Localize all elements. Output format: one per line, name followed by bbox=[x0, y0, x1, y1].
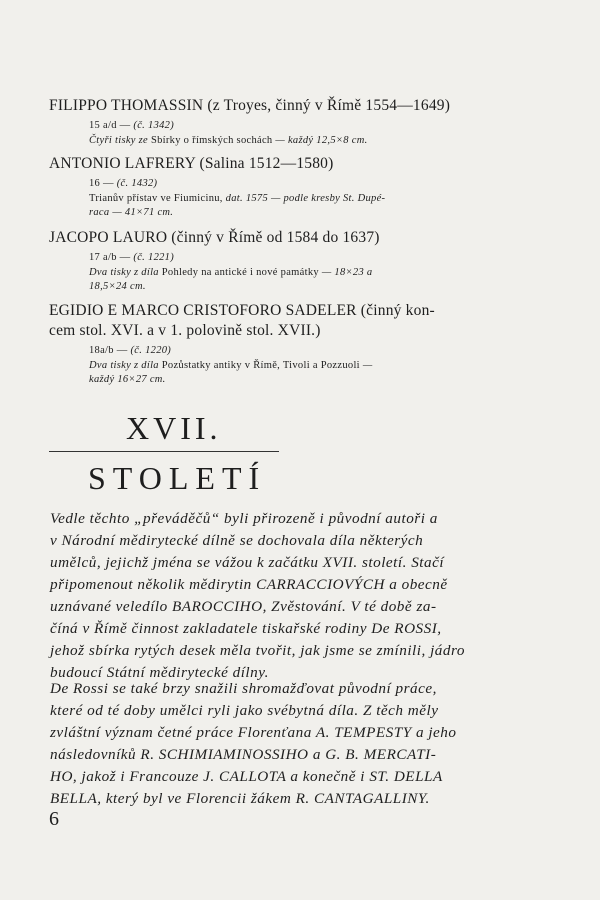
work-title: Trianův přístav ve Fiumicinu, bbox=[89, 193, 226, 204]
entry-desc-sadeler bbox=[89, 360, 372, 371]
paragraph-line: připomenout několik mědirytin CARRACCIOVÝCH a obecně bbox=[50, 576, 448, 593]
ref-number: 17 a/b — bbox=[89, 252, 134, 263]
desc-dimensions: — 18×23 a bbox=[318, 267, 373, 278]
paragraph-line: číná v Římě činnost zakladatele tiskařské rodiny De ROSSI, bbox=[50, 620, 442, 637]
entry-ref-lafrery bbox=[89, 178, 157, 189]
entry-desc-lafrery bbox=[89, 193, 385, 204]
page-number: 6 bbox=[49, 808, 59, 830]
paragraph-line: Vedle těchto „převáděčů“ byli přirozeně i původní autoři a bbox=[50, 510, 438, 527]
entry-desc-lafrery-line2: raca — 41×71 cm. bbox=[89, 207, 174, 218]
ref-number: 16 — bbox=[89, 178, 117, 189]
body-paragraph-2 bbox=[50, 678, 480, 810]
entry-desc-sadeler-line2: každý 16×27 cm. bbox=[89, 374, 166, 385]
paragraph-line: umělců, jejichž jména se vážou k začátku XVII. století. Stačí bbox=[50, 554, 445, 571]
paragraph-line: budoucí Státní mědirytecké dílny. bbox=[50, 664, 269, 681]
catalog-number: (č. 1221) bbox=[133, 252, 175, 263]
entry-ref-lauro bbox=[89, 252, 174, 263]
work-title: Pozůstatky antiky v Římě, Tivoli a Pozzuoli bbox=[161, 360, 360, 371]
desc-italic: Čtyři tisky ze bbox=[89, 135, 151, 146]
paragraph-line: BELLA, který byl ve Florencii žákem R. CANTAGALLINY. bbox=[50, 790, 430, 807]
entry-heading-lauro: JACOPO LAURO (činný v Římě od 1584 do 1637) bbox=[49, 229, 380, 246]
entry-heading-sadeler-line2: cem stol. XVI. a v 1. polovině stol. XVII.) bbox=[49, 322, 321, 339]
paragraph-line: De Rossi se také brzy snažili shromažďovat původní práce, bbox=[50, 680, 437, 697]
work-title: Sbírky o římských sochách bbox=[150, 135, 273, 146]
paragraph-line: uznávané veledílo BAROCCIHO, Zvěstování. V té době za- bbox=[50, 598, 437, 615]
entry-desc-lauro bbox=[89, 267, 372, 278]
section-title: STOLETÍ bbox=[88, 460, 267, 496]
desc-italic: Dva tisky z díla bbox=[89, 360, 162, 371]
paragraph-line: jehož sbírka rytých desek měla tvořit, jak jsme se zmínili, jádro bbox=[50, 642, 465, 659]
catalog-number: (č. 1220) bbox=[130, 345, 172, 356]
body-paragraph-1 bbox=[50, 508, 480, 684]
section-divider bbox=[49, 451, 279, 452]
desc-dimensions: — bbox=[359, 360, 373, 371]
entry-heading-sadeler: EGIDIO E MARCO CRISTOFORO SADELER (činný kon- bbox=[49, 302, 435, 319]
entry-heading-lafrery: ANTONIO LAFRERY (Salina 1512—1580) bbox=[49, 155, 334, 172]
entry-heading-thomassin: FILIPPO THOMASSIN (z Troyes, činný v Římě 1554—1649) bbox=[49, 97, 451, 114]
desc-italic: dat. 1575 — podle kresby St. Dupé- bbox=[225, 193, 386, 204]
catalog-number: (č. 1342) bbox=[133, 120, 175, 131]
work-title: Pohledy na antické i nové památky bbox=[161, 267, 319, 278]
entry-ref-sadeler bbox=[89, 345, 171, 356]
paragraph-line: které od té doby umělci ryli jako svébytná díla. Z těch měly bbox=[50, 702, 439, 719]
entry-ref-thomassin bbox=[89, 120, 174, 131]
paragraph-line: v Národní mědirytecké dílně se dochovala díla některých bbox=[50, 532, 424, 549]
entry-desc-thomassin bbox=[89, 135, 368, 146]
paragraph-line: HO, jakož i Francouze J. CALLOTA a konečně i ST. DELLA bbox=[50, 768, 443, 785]
desc-dimensions: — každý 12,5×8 cm. bbox=[272, 135, 368, 146]
catalog-number: (č. 1432) bbox=[116, 178, 158, 189]
ref-number: 18a/b — bbox=[89, 345, 131, 356]
ref-number: 15 a/d — bbox=[89, 120, 134, 131]
entry-desc-lauro-line2: 18,5×24 cm. bbox=[89, 281, 146, 292]
paragraph-line: následovníků R. SCHIMIAMINOSSIHO a G. B. MERCATI- bbox=[50, 746, 437, 763]
paragraph-line: zvláštní význam četné práce Florenťana A. TEMPESTY a jeho bbox=[50, 724, 457, 741]
desc-italic: Dva tisky z díla bbox=[89, 267, 162, 278]
section-numeral: XVII. bbox=[126, 410, 222, 446]
